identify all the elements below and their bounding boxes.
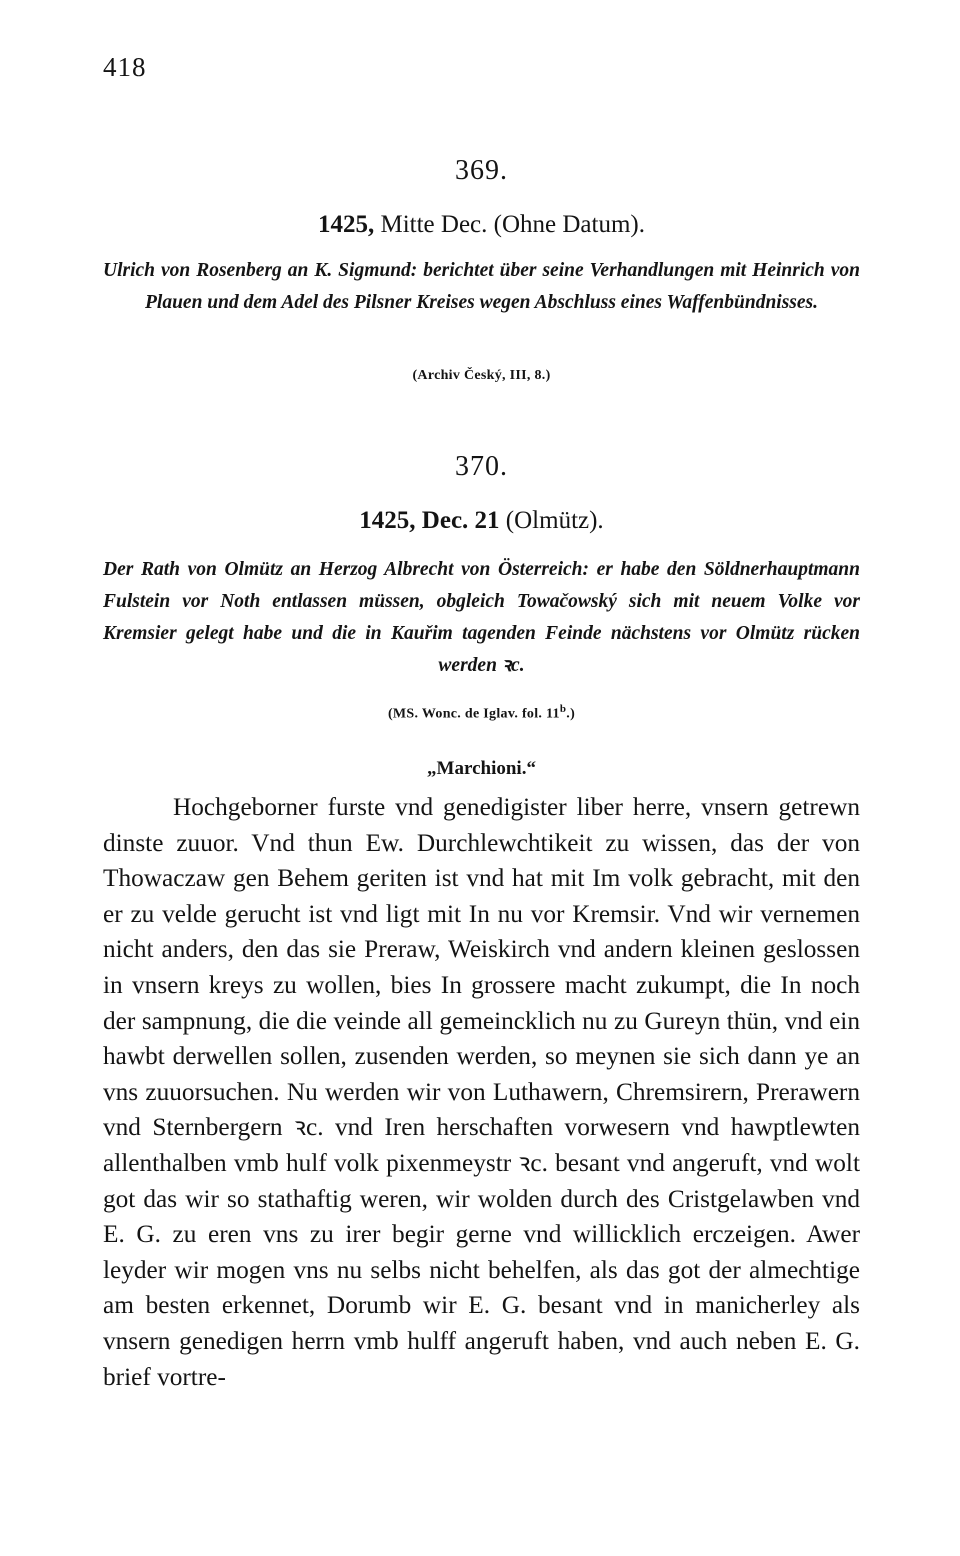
salutation: „Marchioni.“ xyxy=(427,758,536,779)
regest-369: Ulrich von Rosenberg an K. Sigmund: berichtet über seine Verhandlungen mit Heinrich von Plauen und dem Adel des Pilsner Kreises wegen Abschluss eines Waffenbündnisses. xyxy=(103,260,860,313)
source-370-sup: b xyxy=(559,703,567,715)
entry-date-369-rest: Mitte Dec. (Ohne Datum). xyxy=(374,211,645,238)
entry-date-369-bold: 1425, xyxy=(317,211,375,238)
entry-date-370 xyxy=(103,507,860,535)
regest-370: Der Rath von Olmütz an Herzog Albrecht von Österreich: er habe den Söldnerhauptmann Fulstein vor Noth entlassen müssen, obgleich Towačowský sich mit neuem Volke vor Kremsier gelegt habe und die in Kauřim tagenden Feinde nächstens vor Olmütz rücken werden ꝛc. xyxy=(103,559,860,676)
source-369: (Archiv Český, III, 8.) xyxy=(412,368,551,383)
source-370-main: (MS. Wonc. de Iglav. fol. 11 xyxy=(387,706,560,722)
entry-number-370: 370. xyxy=(455,451,508,482)
entry-date-370-rest: (Olmütz). xyxy=(499,507,604,534)
letter-body: Hochgeborner furste vnd genedigister liber herre, vnsern getrewn dinste zuuor. Vnd thun Ew. Durchlewchtikeit zu wissen, das der von Thowaczaw gen Behem geriten ist vnd hat mit Im volk gebracht, mit den er zu velde gerucht ist vnd ligt mit In nu vor Kremsir. Vnd wir vernemen nicht anders, den das sie Preraw, Weiskirch vnd andern kleinen geslossen in vnsern kreys zu wollen, bies In grossere macht zukumpt, die In noch der sampnung, die die veinde all gemeincklich nu zu Gureyn thün, vnd ein hawbt derwellen sollen, zusenden werden, so meynen sie sich dann ye an vns zuuorsuchen. Nu werden wir von Luthawern, Chremsirern, Prerawern vnd Sternbergern ꝛc. vnd Iren herschaften vorwesern vnd hawptlewten allenthalben vmb hulf volk pixenmeystr ꝛc. besant vnd angeruft, vnd wolt got das wir so stathaftig weren, wir wolden durch des Cristgelawben vnd E. G. zu eren vns zu irer begir gerne vnd willicklich erczeigen. Awer leyder wir mogen vns nu selbs nicht behelfen, als das got der almechtige am besten erkennet, Dorumb wir E. G. besant vnd in manicherley als vnsern genedigen herrn vmb hulff angeruft haben, vnd auch neben E. G. brief vortre- xyxy=(103,793,860,1391)
page-number: 418 xyxy=(103,52,147,82)
entry-date-369 xyxy=(103,211,860,239)
source-370 xyxy=(103,703,860,723)
source-370-end: .) xyxy=(566,706,576,722)
entry-date-370-bold: 1425, Dec. 21 xyxy=(359,507,500,534)
entry-number-369: 369. xyxy=(455,155,508,186)
